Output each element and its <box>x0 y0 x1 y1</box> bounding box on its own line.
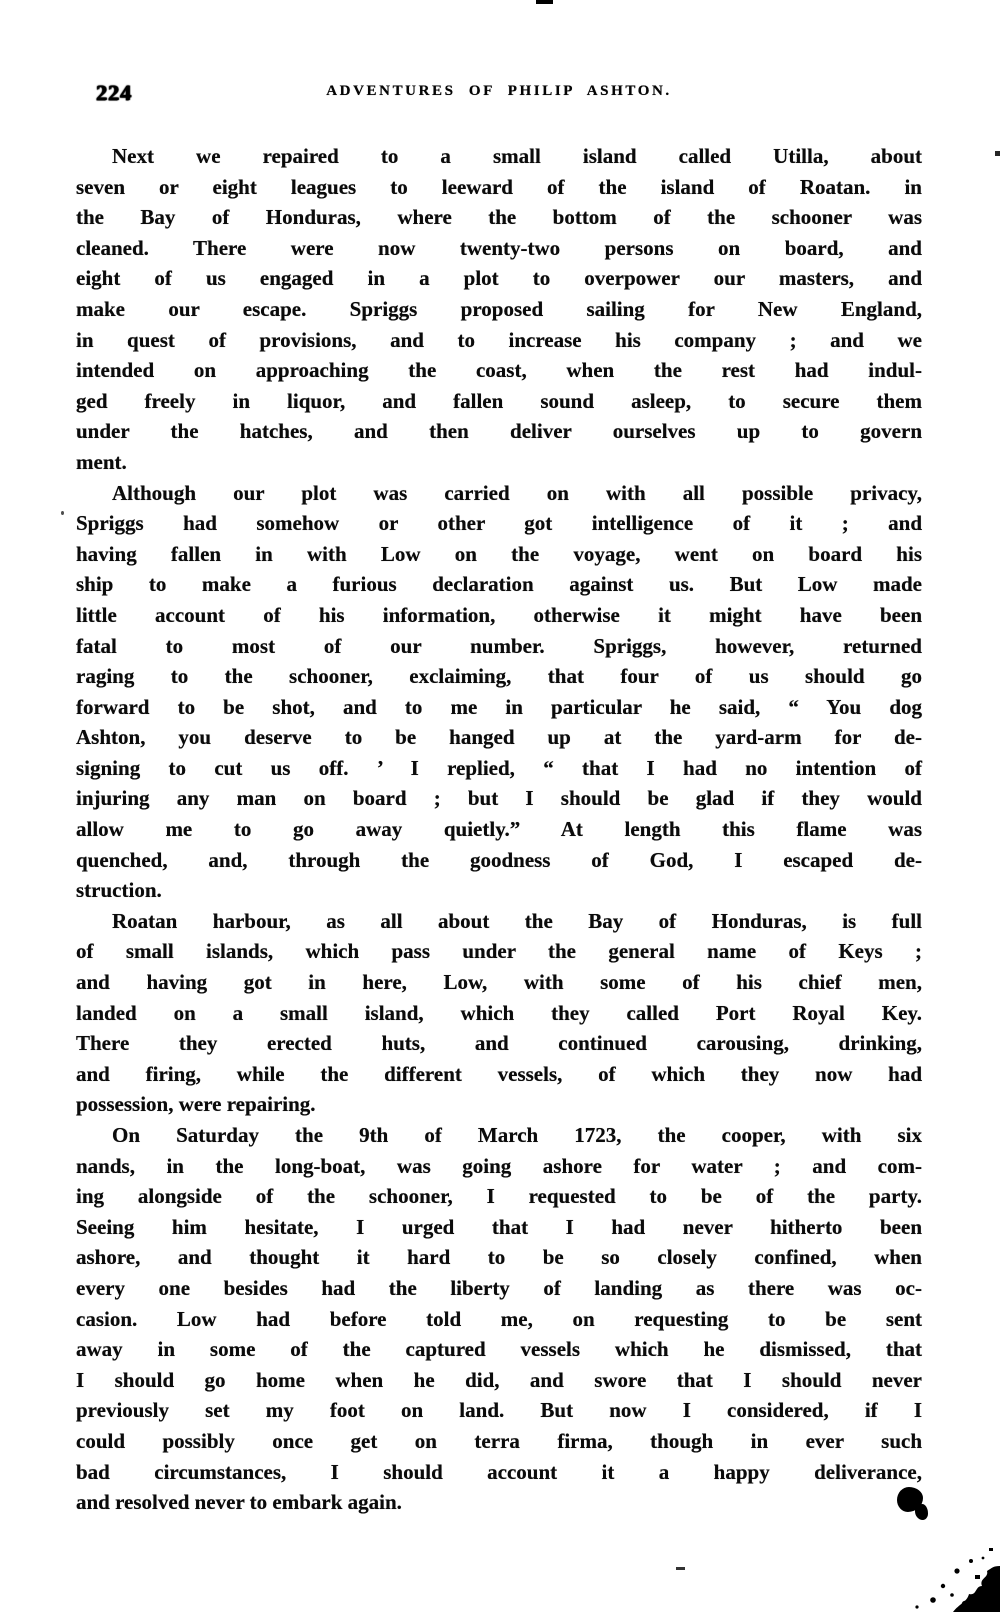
text-line: allow me to go away quietly.” At length this flame was <box>76 817 922 842</box>
text-line: make our escape. Spriggs proposed sailing for New England, <box>76 296 922 321</box>
text-line: On Saturday the 9th of March 1723, the cooper, with six <box>112 1123 922 1147</box>
text-line: Spriggs had somehow or other got intelligence of it ; and <box>76 511 922 536</box>
text-block <box>76 141 922 1518</box>
text-line: Roatan harbour, as all about the Bay of Honduras, is full <box>112 908 922 933</box>
text-line: and resolved never to embark again. <box>76 1490 402 1515</box>
text-line: eight of us engaged in a plot to overpower our masters, and <box>76 266 922 291</box>
text-line: could possibly once get on terra firma, though in ever such <box>76 1428 922 1453</box>
scan-artifact-margin-speck <box>61 511 64 515</box>
text-line: previously set my foot on land. But now I considered, if I <box>76 1398 922 1423</box>
text-line: and having got in here, Low, with some of his chief men, <box>76 970 922 995</box>
text-line: quenched, and, through the goodness of God, I escaped de- <box>76 847 922 872</box>
text-line: bad circumstances, I should account it a happy deliverance, <box>76 1459 922 1484</box>
text-line: Ashton, you deserve to be hanged up at the yard-arm for de- <box>76 725 922 750</box>
text-line: Although our plot was carried on with all possible privacy, <box>112 480 922 505</box>
text-line: Next we repaired to a small island called Utilla, about <box>112 144 922 168</box>
text-line: having fallen in with Low on the voyage, went on board his <box>76 541 922 566</box>
ink-splatter <box>905 1528 1000 1612</box>
text-line: ship to make a furious declaration against us. But Low made <box>76 572 922 597</box>
text-line: injuring any man on board ; but I should be glad if they would <box>76 786 922 811</box>
text-line: and firing, while the different vessels, of which they now had <box>76 1061 922 1086</box>
scan-artifact-top-dash <box>536 0 553 4</box>
text-line: cleaned. There were now twenty-two persons on board, and <box>76 235 922 260</box>
text-line: possession, were repairing. <box>76 1092 316 1117</box>
text-line: ged freely in liquor, and fallen sound asleep, to secure them <box>76 388 922 413</box>
text-line: intended on approaching the coast, when the rest had indul- <box>76 358 922 383</box>
text-line: the Bay of Honduras, where the bottom of the schooner was <box>76 205 922 230</box>
text-line: I should go home when he did, and swore that I should never <box>76 1367 922 1392</box>
text-line: away in some of the captured vessels which he dismissed, that <box>76 1337 922 1362</box>
text-line: ashore, and thought it hard to be so closely confined, when <box>76 1245 922 1270</box>
text-line: Seeing him hesitate, I urged that I had never hitherto been <box>76 1214 922 1239</box>
text-line: fatal to most of our number. Spriggs, however, returned <box>76 633 922 658</box>
running-header <box>76 80 922 106</box>
text-line: ment. <box>76 449 127 474</box>
text-line: in quest of provisions, and to increase his company ; and we <box>76 327 922 352</box>
text-line: nands, in the long-boat, was going ashore for water ; and com- <box>76 1153 922 1178</box>
scan-artifact-corner-mark <box>995 151 1000 156</box>
text-line: signing to cut us off. ’ I replied, “ that I had no intention of <box>76 755 922 780</box>
text-line: raging to the schooner, exclaiming, that four of us should go <box>76 664 922 689</box>
text-line: ing alongside of the schooner, I requested to be of the party. <box>76 1184 922 1209</box>
text-line: landed on a small island, which they called Port Royal Key. <box>76 1000 922 1025</box>
text-line: There they erected huts, and continued carousing, drinking, <box>76 1031 922 1056</box>
text-line: forward to be shot, and to me in particular he said, “ You dog <box>76 694 922 719</box>
text-line: little account of his information, otherwise it might have been <box>76 602 922 627</box>
text-line: every one besides had the liberty of landing as there was oc- <box>76 1275 922 1300</box>
text-line: seven or eight leagues to leeward of the island of Roatan. in <box>76 174 922 199</box>
text-line: of small islands, which pass under the general name of Keys ; <box>76 939 922 964</box>
text-line: under the hatches, and then deliver ourselves up to govern <box>76 419 922 444</box>
text-line: struction. <box>76 878 162 903</box>
ink-blot <box>915 1504 928 1520</box>
scan-artifact-bottom-dash <box>676 1567 685 1570</box>
page-number: 224 <box>96 80 132 105</box>
text-line: casion. Low had before told me, on requesting to be sent <box>76 1306 922 1331</box>
running-title: ADVENTURES OF PHILIP ASHTON. <box>326 83 672 99</box>
